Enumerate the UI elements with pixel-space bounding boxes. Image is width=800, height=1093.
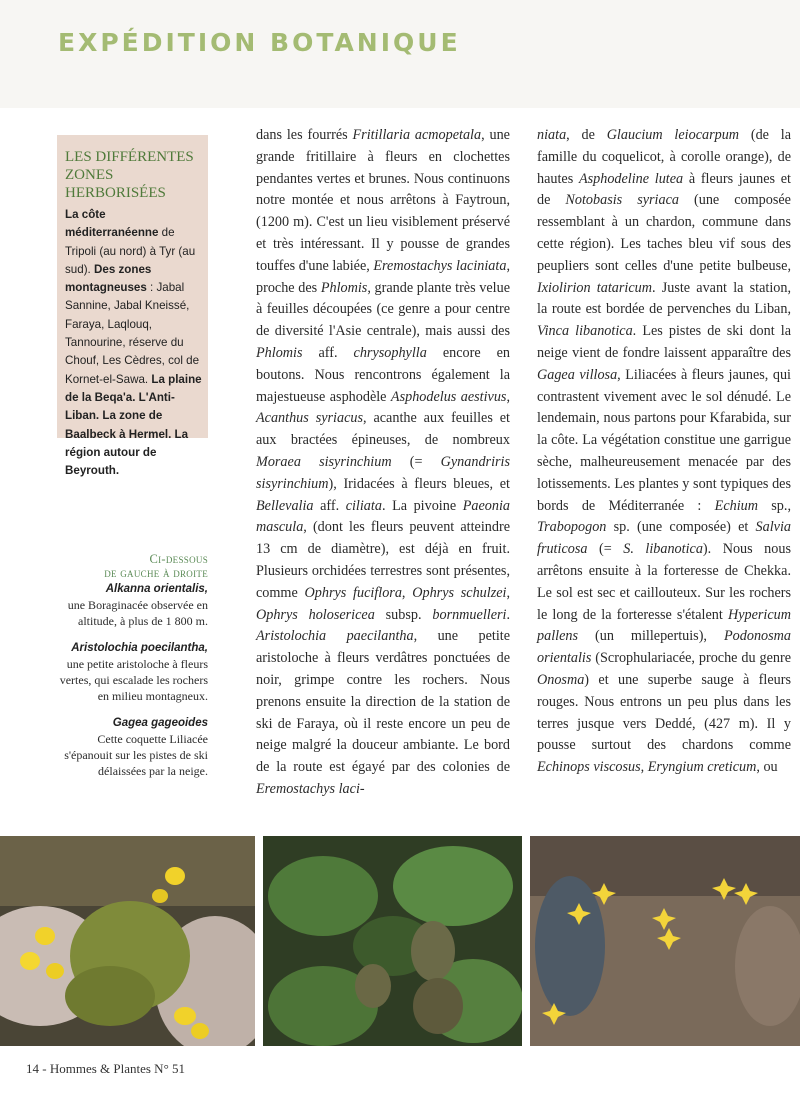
col1-text: encore en boutons. Nous rencontrons également la majestueuse asphodèle [256,344,510,405]
col1-text: (= [391,453,441,470]
col1-text: , [506,584,511,601]
col1-species: bornmuelleri [432,606,507,623]
col2-text: ) et une superbe sauge à fleurs rouges. Nous entrons un peu plus dans les terres jusque vers Deddé, (427 m). Il y pousse surtout des chardons comme [537,671,791,754]
col2-species: Echinops viscosus [537,759,641,776]
gagea-gageoides-image [530,836,800,1046]
col2-text: , de [566,127,607,143]
col1-text: aff. [313,497,346,514]
caption-3 [50,714,208,779]
col1-species: Asphodelus aestivus [390,388,507,405]
photo-alkanna-orientalis [0,836,255,1046]
col2-text: à fleurs jaunes et de [537,170,791,209]
col2-species: Echium [714,497,758,514]
col2-species: Notobasis syriaca [565,192,679,209]
col1-text: aff. [302,344,354,361]
col1-text: , grande plante très velue à feuilles découpées (ce genre a pour centre de diversité l'Asie centrale), mais aussi des [256,279,510,340]
col1-text: , (dont les fleurs peuvent atteindre 13 cm de diamètre), est déjà en fruit. Plusieurs orchidées terrestres sont présentes, comme [256,519,510,601]
col2-species: Asphodeline lutea [578,170,684,187]
col2-species: Onosma [537,671,585,688]
sidebar-bold-3: La plaine de la Beqa'a. L'Anti-Liban. La zone de Baalbeck à Hermel. La région autour de Beyrouth. [65,372,202,478]
sidebar-bold-1: La côte méditerranéenne [65,208,159,240]
col2-text: (un millepertuis), [577,628,724,645]
col2-species: Ixiolirion tataricum [537,279,652,296]
col1-species: Phlomis [320,279,368,296]
caption-2-species: Aristolochia poecilantha, [71,642,208,654]
photo-captions [50,552,208,779]
sidebar-bold-2: Des zones montagneuses [65,262,152,295]
caption-1 [50,580,208,629]
col1-text: , une petite aristoloche à fleurs verdâtres ponctuées de noir, grimpe contre les rochers. Nous prenons ensuite la direction de la station de ski de Faraya, où il reste encore un peu de neige malgré la douceur ambiante. Le bord de la route est égayé par des colonies de [256,628,510,776]
col2-species: Salvia fruticosa [537,519,791,558]
col1-text: . La pivoine [381,497,463,514]
col2-text: (Scrophulariacée, proche du genre [591,650,791,667]
col2-text: . Les pistes de ski dont la neige vient de fondre laissent apparaître des [537,323,791,361]
page-footer: 14 - Hommes & Plantes N° 51 [26,1061,186,1076]
col1-text: , une grande fritillaire à fleurs en clochettes pendantes vertes et brunes. Nous continuons notre montée et nous arrêtons à Faytroun, (1200 m). C'est un lieu visiblement préservé et très intéressant. Il y pousse de grandes touffes d'une labiée, [256,127,510,274]
sidebar-body [65,206,202,480]
sidebar-text-2: : Jabal Sannine, Jabal Kneissé, Faraya, Laqlouq, Tannourine, réserve du Chouf, Les Cèdres, col de Kornet-el-Sawa. [65,281,200,386]
col1-species: Ophrys fuciflora [304,584,402,601]
col2-species: Trabopogon [537,519,607,536]
col1-species: Fritillaria acmopetala [352,127,482,143]
col2-text: sp., [758,497,791,514]
caption-heading-1: Ci-dessous [149,552,208,566]
caption-3-text: Cette coquette Liliacée s'épanouit sur les pistes de ski délaissées par la neige. [64,732,208,778]
col1-text: , [401,584,413,601]
col1-species: Eremostachys laci- [256,780,365,797]
col2-text: (une composée ressemblant à un chardon, commune dans cette région). Les taches bleu vif sous des peupliers sont celles d'une petite bulbeuse, [537,192,791,274]
col1-species: Eremostachys laciniata [373,257,507,274]
col2-species: Hypericum pallens [537,606,791,645]
article-column-1 [256,125,510,801]
article-column-2 [537,125,791,779]
col1-species: chrysophylla [353,344,427,361]
caption-heading-2: de gauche à droite [104,566,208,580]
col2-text: (de la famille du coquelicot, à corolle orange), de hautes [537,127,791,187]
sidebar-title: LES DIFFÉRENTES ZONES HERBORISÉES [65,149,194,201]
col1-text: , acanthe aux feuilles et aux bractées épineuses, de nombreux [256,410,510,449]
col2-species: Vinca libanotica [537,323,633,340]
col2-text: . Juste avant la station, la route est bordée de pervenches du Liban, [537,279,792,318]
col1-species: Paeonia mascula [256,497,510,536]
col1-species: Phlomis [256,344,303,361]
col1-species: ciliata [345,497,382,514]
photo-gagea-gageoides [530,836,800,1046]
col2-species: niata [537,127,567,143]
caption-heading [50,552,208,580]
col1-text: , proche des [256,257,510,296]
sidebar-box [57,135,208,478]
col2-text: (= [587,541,624,558]
col2-species: Eryngium creticum [647,759,757,776]
col1-species: Gynandriris sisyrinchium [256,453,510,492]
page-title: EXPÉDITION BOTANIQUE [58,28,461,57]
col2-species: Podonosma orientalis [537,628,791,667]
col1-text: . [506,606,511,623]
alkanna-orientalis-image [0,836,255,1046]
col1-species: Acanthus syriacus [256,410,363,427]
col2-species: S. libanotica [623,541,703,558]
aristolochia-poecilantha-image [263,836,522,1046]
caption-3-species: Gagea gageoides [112,717,208,729]
col1-text: subsp. [374,606,433,623]
caption-2 [50,639,208,704]
caption-1-text: une Boraginacée observée en altitude, à plus de 1 800 m. [67,598,208,628]
col1-text: dans les fourrés [256,127,353,143]
col1-species: Ophrys holosericea [256,606,375,623]
caption-1-species: Alkanna orientalis, [105,583,208,595]
col1-species: Ophrys schulzei [412,584,507,601]
col2-text: , [640,759,648,776]
col2-text: sp. (une composée) et [606,519,756,536]
sidebar-text-1: de Tripoli (au nord) à Tyr (au sud). [65,226,196,276]
col2-species: Gagea villosa [537,366,618,383]
col1-species: Moraea sisyrinchium [256,453,392,470]
col1-text: , [506,388,510,405]
col2-species: Glaucium leiocarpum [606,127,740,143]
col1-species: Bellevalia [256,497,314,514]
col1-species: Aristolochia paecilantha [256,628,414,645]
col2-text: , ou [756,759,778,776]
photo-strip [0,836,800,1046]
photo-aristolochia-poecilantha [263,836,522,1046]
col2-text: ). Nous nous arrêtons ensuite à la forteresse de Chekka. Le sol est sec et caillouteux. Sur les rochers le long de la forteresse s'étalent [537,541,791,623]
col2-text: , Liliacées à fleurs jaunes, qui contrastent vivement avec le sol dénudé. Le lendemain, nous partons pour Kfarabida, sur la côte. La végétation constitue une garrigue sèche, malheureusement menacée par des lotissements. Les plantes y sont typiques des bords de Méditerranée : [537,366,791,514]
col1-text: ), Iridacées à fleurs bleues, et [328,475,510,492]
caption-2-text: une petite aristoloche à fleurs vertes, qui escalade les rochers en milieu montagneux. [59,657,208,703]
